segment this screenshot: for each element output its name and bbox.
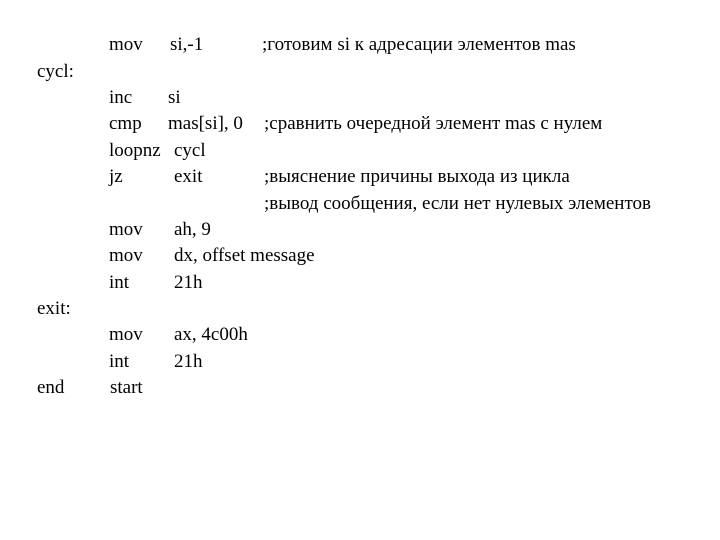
label: exit: <box>37 298 71 319</box>
comment: ;вывод сообщения, если нет нулевых элементов <box>264 193 651 214</box>
operand: exit <box>174 166 203 187</box>
mnemonic: mov <box>109 34 143 55</box>
comment: ;выяснение причины выхода из цикла <box>264 166 570 187</box>
operand: ax, 4c00h <box>174 324 248 345</box>
mnemonic: jz <box>109 166 123 187</box>
mnemonic: mov <box>109 245 143 266</box>
comment: ;сравнить очередной элемент mas с нулем <box>264 113 603 134</box>
mnemonic: cmp <box>109 113 142 134</box>
mnemonic: loopnz <box>109 140 161 161</box>
label: end <box>37 377 65 398</box>
operand: 21h <box>174 272 203 293</box>
operand: mas[si], 0 <box>168 113 243 134</box>
mnemonic: mov <box>109 219 143 240</box>
operand: 21h <box>174 351 203 372</box>
comment: ;готовим si к адресации элементов mas <box>262 34 576 55</box>
operand: si <box>168 87 181 108</box>
mnemonic: mov <box>109 324 143 345</box>
operand: ah, 9 <box>174 219 211 240</box>
label: cycl: <box>37 61 74 82</box>
operand: dx, offset message <box>174 245 315 266</box>
mnemonic: start <box>110 377 143 398</box>
operand: si,-1 <box>170 34 204 55</box>
mnemonic: inc <box>109 87 133 108</box>
mnemonic: int <box>109 351 130 372</box>
mnemonic: int <box>109 272 130 293</box>
operand: cycl <box>174 140 206 161</box>
